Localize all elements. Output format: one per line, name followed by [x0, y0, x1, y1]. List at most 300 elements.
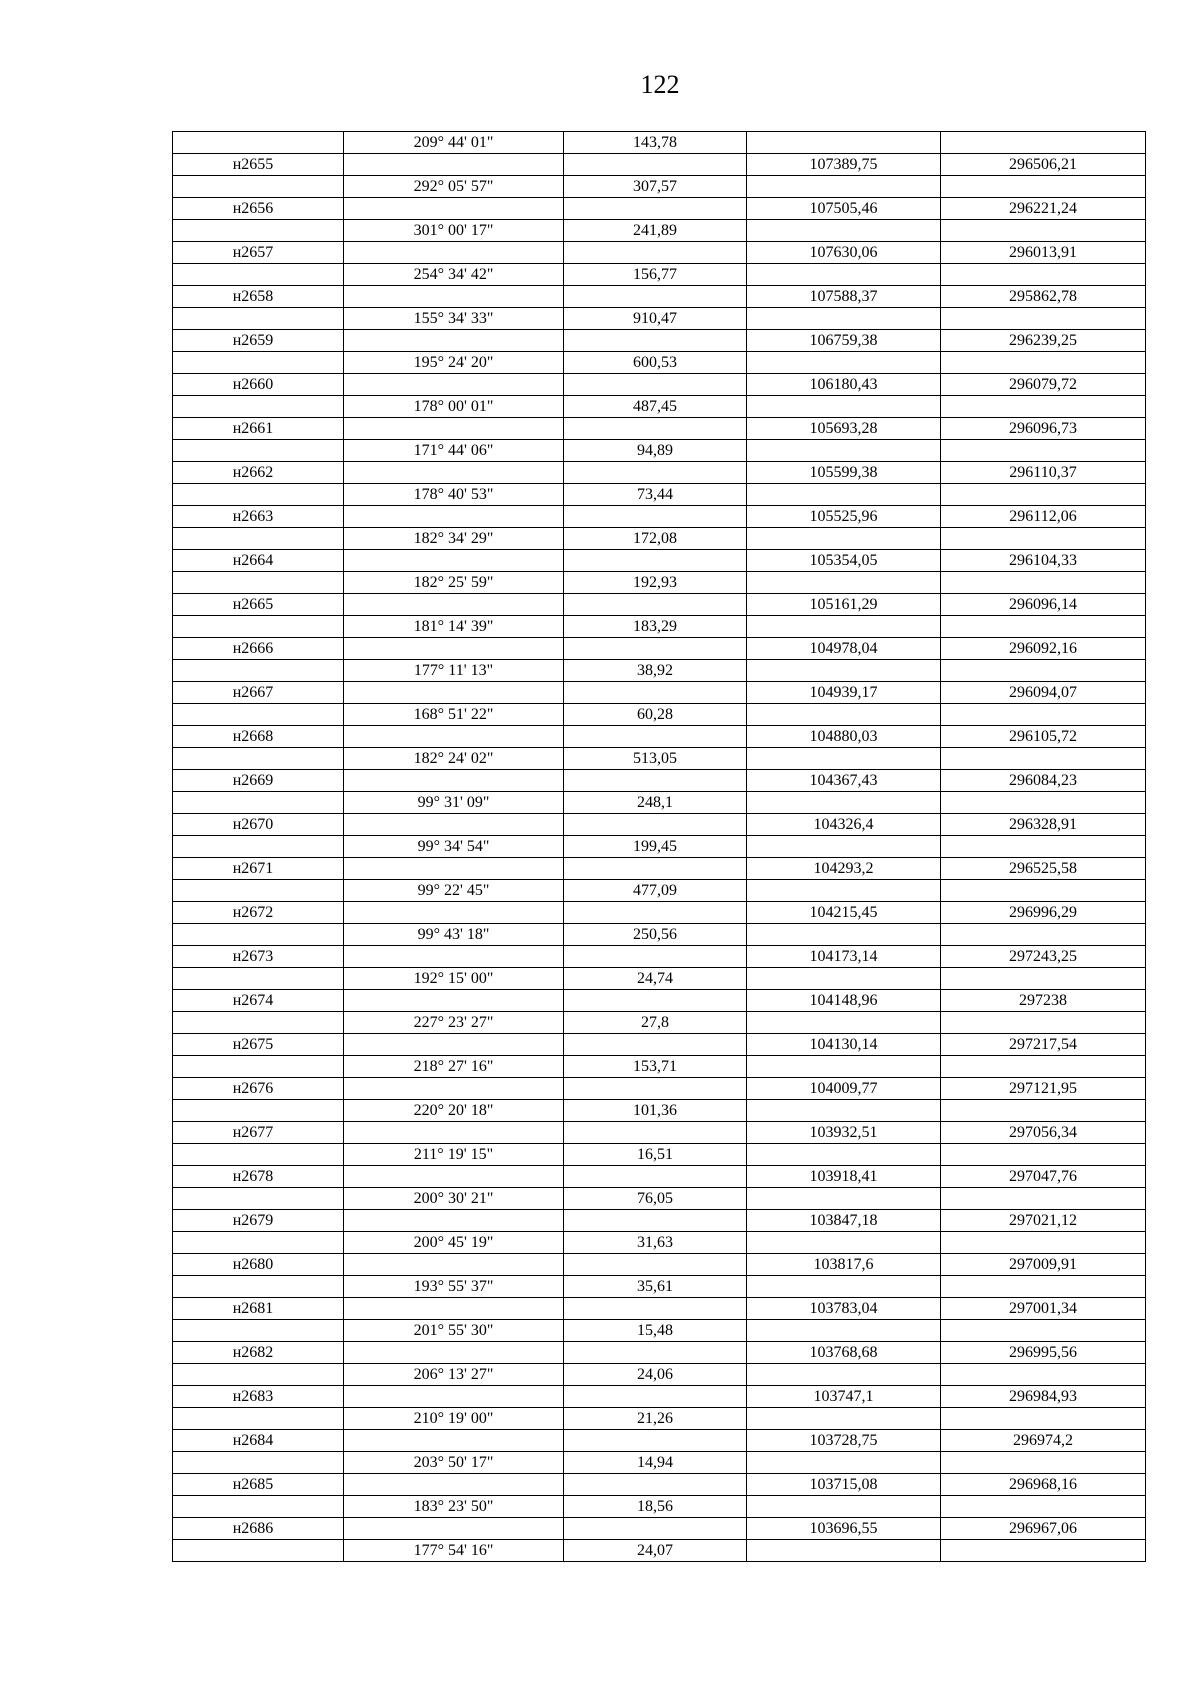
direction-angle-cell: 181° 14' 39"	[344, 616, 564, 638]
x-coordinate-cell: 105354,05	[747, 550, 941, 572]
y-coordinate-cell: 296094,07	[941, 682, 1146, 704]
y-coordinate-cell	[941, 484, 1146, 506]
table-row	[173, 374, 1146, 396]
point-name-cell	[173, 1452, 344, 1474]
point-name-cell	[173, 616, 344, 638]
direction-angle-cell	[344, 550, 564, 572]
distance-cell: 153,71	[564, 1056, 747, 1078]
distance-cell: 16,51	[564, 1144, 747, 1166]
direction-angle-cell	[344, 946, 564, 968]
y-coordinate-cell: 296525,58	[941, 858, 1146, 880]
direction-angle-cell	[344, 1166, 564, 1188]
table-row	[173, 770, 1146, 792]
y-coordinate-cell: 297056,34	[941, 1122, 1146, 1144]
point-name-cell	[173, 1408, 344, 1430]
table-row	[173, 990, 1146, 1012]
x-coordinate-cell	[747, 308, 941, 330]
distance-cell: 487,45	[564, 396, 747, 418]
point-name-cell: н2659	[173, 330, 344, 352]
y-coordinate-cell: 296506,21	[941, 154, 1146, 176]
table-row	[173, 946, 1146, 968]
table-row	[173, 132, 1146, 154]
table-row	[173, 440, 1146, 462]
table-row	[173, 1188, 1146, 1210]
x-coordinate-cell: 104293,2	[747, 858, 941, 880]
x-coordinate-cell: 103768,68	[747, 1342, 941, 1364]
y-coordinate-cell	[941, 1100, 1146, 1122]
point-name-cell	[173, 1012, 344, 1034]
x-coordinate-cell: 104215,45	[747, 902, 941, 924]
y-coordinate-cell	[941, 1540, 1146, 1562]
x-coordinate-cell	[747, 968, 941, 990]
y-coordinate-cell	[941, 792, 1146, 814]
point-name-cell: н2680	[173, 1254, 344, 1276]
x-coordinate-cell	[747, 220, 941, 242]
table-row	[173, 154, 1146, 176]
direction-angle-cell: 203° 50' 17"	[344, 1452, 564, 1474]
point-name-cell	[173, 1232, 344, 1254]
x-coordinate-cell	[747, 660, 941, 682]
point-name-cell: н2679	[173, 1210, 344, 1232]
distance-cell	[564, 1342, 747, 1364]
x-coordinate-cell	[747, 1540, 941, 1562]
table-row	[173, 242, 1146, 264]
table-row	[173, 1100, 1146, 1122]
direction-angle-cell	[344, 1210, 564, 1232]
table-row	[173, 352, 1146, 374]
table-row	[173, 1144, 1146, 1166]
y-coordinate-cell: 296104,33	[941, 550, 1146, 572]
direction-angle-cell	[344, 990, 564, 1012]
distance-cell: 199,45	[564, 836, 747, 858]
distance-cell: 24,07	[564, 1540, 747, 1562]
y-coordinate-cell: 297009,91	[941, 1254, 1146, 1276]
direction-angle-cell	[344, 858, 564, 880]
point-name-cell	[173, 1188, 344, 1210]
distance-cell	[564, 1386, 747, 1408]
x-coordinate-cell	[747, 1188, 941, 1210]
point-name-cell	[173, 1276, 344, 1298]
point-name-cell: н2664	[173, 550, 344, 572]
y-coordinate-cell: 296084,23	[941, 770, 1146, 792]
point-name-cell	[173, 1496, 344, 1518]
x-coordinate-cell: 104130,14	[747, 1034, 941, 1056]
point-name-cell	[173, 352, 344, 374]
point-name-cell: н2676	[173, 1078, 344, 1100]
point-name-cell: н2672	[173, 902, 344, 924]
point-name-cell	[173, 924, 344, 946]
distance-cell	[564, 1430, 747, 1452]
table-row	[173, 220, 1146, 242]
y-coordinate-cell: 297217,54	[941, 1034, 1146, 1056]
point-name-cell: н2670	[173, 814, 344, 836]
table-row	[173, 462, 1146, 484]
direction-angle-cell	[344, 1430, 564, 1452]
y-coordinate-cell: 296239,25	[941, 330, 1146, 352]
distance-cell	[564, 154, 747, 176]
table-row	[173, 176, 1146, 198]
distance-cell: 24,06	[564, 1364, 747, 1386]
distance-cell: 24,74	[564, 968, 747, 990]
table-row	[173, 1452, 1146, 1474]
distance-cell	[564, 1034, 747, 1056]
direction-angle-cell	[344, 1298, 564, 1320]
direction-angle-cell: 99° 22' 45"	[344, 880, 564, 902]
direction-angle-cell: 182° 24' 02"	[344, 748, 564, 770]
point-name-cell	[173, 132, 344, 154]
y-coordinate-cell: 296096,73	[941, 418, 1146, 440]
y-coordinate-cell: 297021,12	[941, 1210, 1146, 1232]
x-coordinate-cell	[747, 528, 941, 550]
distance-cell	[564, 1474, 747, 1496]
distance-cell	[564, 1254, 747, 1276]
table-row	[173, 1364, 1146, 1386]
x-coordinate-cell: 107389,75	[747, 154, 941, 176]
y-coordinate-cell	[941, 176, 1146, 198]
distance-cell: 60,28	[564, 704, 747, 726]
point-name-cell: н2686	[173, 1518, 344, 1540]
x-coordinate-cell	[747, 880, 941, 902]
table-row	[173, 396, 1146, 418]
point-name-cell: н2655	[173, 154, 344, 176]
direction-angle-cell: 192° 15' 00"	[344, 968, 564, 990]
distance-cell: 156,77	[564, 264, 747, 286]
y-coordinate-cell	[941, 836, 1146, 858]
direction-angle-cell: 182° 34' 29"	[344, 528, 564, 550]
direction-angle-cell: 218° 27' 16"	[344, 1056, 564, 1078]
direction-angle-cell	[344, 286, 564, 308]
x-coordinate-cell: 103696,55	[747, 1518, 941, 1540]
direction-angle-cell	[344, 506, 564, 528]
y-coordinate-cell: 297047,76	[941, 1166, 1146, 1188]
y-coordinate-cell: 296968,16	[941, 1474, 1146, 1496]
distance-cell	[564, 1298, 747, 1320]
direction-angle-cell: 201° 55' 30"	[344, 1320, 564, 1342]
distance-cell: 76,05	[564, 1188, 747, 1210]
point-name-cell	[173, 484, 344, 506]
point-name-cell	[173, 1100, 344, 1122]
table-row	[173, 1210, 1146, 1232]
direction-angle-cell	[344, 1078, 564, 1100]
y-coordinate-cell	[941, 1364, 1146, 1386]
table-row	[173, 330, 1146, 352]
direction-angle-cell: 193° 55' 37"	[344, 1276, 564, 1298]
x-coordinate-cell	[747, 1276, 941, 1298]
point-name-cell	[173, 1320, 344, 1342]
table-row	[173, 1078, 1146, 1100]
y-coordinate-cell	[941, 220, 1146, 242]
point-name-cell	[173, 1540, 344, 1562]
x-coordinate-cell	[747, 396, 941, 418]
point-name-cell	[173, 704, 344, 726]
x-coordinate-cell	[747, 1364, 941, 1386]
table-row	[173, 198, 1146, 220]
point-name-cell	[173, 220, 344, 242]
direction-angle-cell	[344, 902, 564, 924]
table-row	[173, 418, 1146, 440]
point-name-cell: н2677	[173, 1122, 344, 1144]
y-coordinate-cell	[941, 968, 1146, 990]
distance-cell: 14,94	[564, 1452, 747, 1474]
distance-cell	[564, 1078, 747, 1100]
y-coordinate-cell: 296984,93	[941, 1386, 1146, 1408]
table-row	[173, 1122, 1146, 1144]
x-coordinate-cell: 106180,43	[747, 374, 941, 396]
x-coordinate-cell	[747, 1452, 941, 1474]
y-coordinate-cell	[941, 1056, 1146, 1078]
x-coordinate-cell: 103817,6	[747, 1254, 941, 1276]
table-row	[173, 1430, 1146, 1452]
direction-angle-cell: 99° 43' 18"	[344, 924, 564, 946]
y-coordinate-cell	[941, 1452, 1146, 1474]
distance-cell: 241,89	[564, 220, 747, 242]
direction-angle-cell	[344, 638, 564, 660]
point-name-cell	[173, 1364, 344, 1386]
y-coordinate-cell	[941, 440, 1146, 462]
distance-cell	[564, 1122, 747, 1144]
point-name-cell: н2685	[173, 1474, 344, 1496]
direction-angle-cell	[344, 242, 564, 264]
point-name-cell	[173, 528, 344, 550]
distance-cell: 35,61	[564, 1276, 747, 1298]
x-coordinate-cell	[747, 572, 941, 594]
direction-angle-cell	[344, 198, 564, 220]
table-row	[173, 1034, 1146, 1056]
y-coordinate-cell	[941, 748, 1146, 770]
y-coordinate-cell	[941, 528, 1146, 550]
distance-cell	[564, 330, 747, 352]
table-row	[173, 484, 1146, 506]
distance-cell	[564, 286, 747, 308]
distance-cell	[564, 198, 747, 220]
point-name-cell: н2660	[173, 374, 344, 396]
x-coordinate-cell	[747, 440, 941, 462]
x-coordinate-cell: 103728,75	[747, 1430, 941, 1452]
distance-cell: 192,93	[564, 572, 747, 594]
coordinates-table	[172, 131, 1146, 1562]
x-coordinate-cell: 104978,04	[747, 638, 941, 660]
direction-angle-cell: 183° 23' 50"	[344, 1496, 564, 1518]
point-name-cell	[173, 968, 344, 990]
distance-cell: 27,8	[564, 1012, 747, 1034]
direction-angle-cell	[344, 1254, 564, 1276]
point-name-cell	[173, 176, 344, 198]
y-coordinate-cell	[941, 1188, 1146, 1210]
table-row	[173, 1254, 1146, 1276]
point-name-cell: н2656	[173, 198, 344, 220]
distance-cell: 73,44	[564, 484, 747, 506]
distance-cell	[564, 462, 747, 484]
table-row	[173, 1320, 1146, 1342]
y-coordinate-cell: 296328,91	[941, 814, 1146, 836]
direction-angle-cell: 292° 05' 57"	[344, 176, 564, 198]
distance-cell: 38,92	[564, 660, 747, 682]
point-name-cell: н2681	[173, 1298, 344, 1320]
x-coordinate-cell: 107588,37	[747, 286, 941, 308]
x-coordinate-cell: 107630,06	[747, 242, 941, 264]
distance-cell	[564, 946, 747, 968]
y-coordinate-cell: 297121,95	[941, 1078, 1146, 1100]
y-coordinate-cell	[941, 660, 1146, 682]
y-coordinate-cell	[941, 924, 1146, 946]
point-name-cell: н2663	[173, 506, 344, 528]
direction-angle-cell: 178° 00' 01"	[344, 396, 564, 418]
direction-angle-cell	[344, 1518, 564, 1540]
y-coordinate-cell	[941, 1232, 1146, 1254]
table-row	[173, 1408, 1146, 1430]
direction-angle-cell: 178° 40' 53"	[344, 484, 564, 506]
table-row	[173, 1012, 1146, 1034]
distance-cell: 101,36	[564, 1100, 747, 1122]
y-coordinate-cell: 296221,24	[941, 198, 1146, 220]
direction-angle-cell: 211° 19' 15"	[344, 1144, 564, 1166]
x-coordinate-cell	[747, 1100, 941, 1122]
distance-cell: 910,47	[564, 308, 747, 330]
x-coordinate-cell	[747, 704, 941, 726]
direction-angle-cell: 210° 19' 00"	[344, 1408, 564, 1430]
point-name-cell	[173, 396, 344, 418]
table-row	[173, 1232, 1146, 1254]
y-coordinate-cell: 296967,06	[941, 1518, 1146, 1540]
distance-cell	[564, 858, 747, 880]
x-coordinate-cell: 105525,96	[747, 506, 941, 528]
distance-cell	[564, 682, 747, 704]
direction-angle-cell	[344, 154, 564, 176]
distance-cell	[564, 726, 747, 748]
point-name-cell: н2678	[173, 1166, 344, 1188]
y-coordinate-cell: 296995,56	[941, 1342, 1146, 1364]
table-row	[173, 902, 1146, 924]
x-coordinate-cell: 104009,77	[747, 1078, 941, 1100]
table-row	[173, 528, 1146, 550]
direction-angle-cell: 200° 45' 19"	[344, 1232, 564, 1254]
y-coordinate-cell	[941, 880, 1146, 902]
table-row	[173, 660, 1146, 682]
distance-cell: 94,89	[564, 440, 747, 462]
direction-angle-cell	[344, 418, 564, 440]
table-row	[173, 748, 1146, 770]
direction-angle-cell: 168° 51' 22"	[344, 704, 564, 726]
distance-cell: 513,05	[564, 748, 747, 770]
table-row	[173, 1496, 1146, 1518]
direction-angle-cell: 177° 11' 13"	[344, 660, 564, 682]
point-name-cell	[173, 880, 344, 902]
x-coordinate-cell	[747, 1408, 941, 1430]
direction-angle-cell: 171° 44' 06"	[344, 440, 564, 462]
x-coordinate-cell	[747, 748, 941, 770]
table-row	[173, 1166, 1146, 1188]
x-coordinate-cell: 104326,4	[747, 814, 941, 836]
y-coordinate-cell: 297001,34	[941, 1298, 1146, 1320]
y-coordinate-cell	[941, 352, 1146, 374]
y-coordinate-cell: 296105,72	[941, 726, 1146, 748]
distance-cell: 15,48	[564, 1320, 747, 1342]
point-name-cell: н2683	[173, 1386, 344, 1408]
distance-cell: 600,53	[564, 352, 747, 374]
y-coordinate-cell: 296079,72	[941, 374, 1146, 396]
table-row	[173, 1056, 1146, 1078]
x-coordinate-cell: 103747,1	[747, 1386, 941, 1408]
x-coordinate-cell: 105599,38	[747, 462, 941, 484]
point-name-cell	[173, 1144, 344, 1166]
x-coordinate-cell: 103847,18	[747, 1210, 941, 1232]
x-coordinate-cell: 103783,04	[747, 1298, 941, 1320]
table-row	[173, 704, 1146, 726]
direction-angle-cell: 155° 34' 33"	[344, 308, 564, 330]
y-coordinate-cell: 297243,25	[941, 946, 1146, 968]
table-row	[173, 924, 1146, 946]
y-coordinate-cell	[941, 1012, 1146, 1034]
x-coordinate-cell	[747, 836, 941, 858]
distance-cell	[564, 1210, 747, 1232]
direction-angle-cell	[344, 726, 564, 748]
x-coordinate-cell	[747, 924, 941, 946]
point-name-cell: н2675	[173, 1034, 344, 1056]
y-coordinate-cell: 296096,14	[941, 594, 1146, 616]
distance-cell	[564, 1518, 747, 1540]
point-name-cell: н2674	[173, 990, 344, 1012]
distance-cell: 183,29	[564, 616, 747, 638]
x-coordinate-cell: 105693,28	[747, 418, 941, 440]
point-name-cell: н2666	[173, 638, 344, 660]
y-coordinate-cell	[941, 1496, 1146, 1518]
y-coordinate-cell	[941, 308, 1146, 330]
y-coordinate-cell	[941, 616, 1146, 638]
table-row	[173, 286, 1146, 308]
point-name-cell: н2657	[173, 242, 344, 264]
table-row	[173, 594, 1146, 616]
point-name-cell: н2658	[173, 286, 344, 308]
y-coordinate-cell: 295862,78	[941, 286, 1146, 308]
y-coordinate-cell	[941, 572, 1146, 594]
y-coordinate-cell	[941, 1144, 1146, 1166]
distance-cell	[564, 418, 747, 440]
table-row	[173, 682, 1146, 704]
x-coordinate-cell	[747, 1144, 941, 1166]
table-row	[173, 726, 1146, 748]
table-row	[173, 572, 1146, 594]
point-name-cell: н2671	[173, 858, 344, 880]
y-coordinate-cell	[941, 704, 1146, 726]
x-coordinate-cell	[747, 1496, 941, 1518]
x-coordinate-cell	[747, 1012, 941, 1034]
x-coordinate-cell: 105161,29	[747, 594, 941, 616]
point-name-cell	[173, 836, 344, 858]
x-coordinate-cell	[747, 176, 941, 198]
distance-cell: 250,56	[564, 924, 747, 946]
table-row	[173, 1540, 1146, 1562]
distance-cell	[564, 1166, 747, 1188]
direction-angle-cell: 177° 54' 16"	[344, 1540, 564, 1562]
direction-angle-cell	[344, 1342, 564, 1364]
direction-angle-cell: 301° 00' 17"	[344, 220, 564, 242]
direction-angle-cell: 220° 20' 18"	[344, 1100, 564, 1122]
distance-cell	[564, 242, 747, 264]
distance-cell	[564, 594, 747, 616]
direction-angle-cell: 209° 44' 01"	[344, 132, 564, 154]
direction-angle-cell	[344, 682, 564, 704]
point-name-cell: н2665	[173, 594, 344, 616]
table-row	[173, 858, 1146, 880]
distance-cell	[564, 902, 747, 924]
direction-angle-cell: 206° 13' 27"	[344, 1364, 564, 1386]
x-coordinate-cell: 104148,96	[747, 990, 941, 1012]
distance-cell: 18,56	[564, 1496, 747, 1518]
table-row	[173, 264, 1146, 286]
x-coordinate-cell: 103918,41	[747, 1166, 941, 1188]
point-name-cell	[173, 264, 344, 286]
direction-angle-cell	[344, 462, 564, 484]
